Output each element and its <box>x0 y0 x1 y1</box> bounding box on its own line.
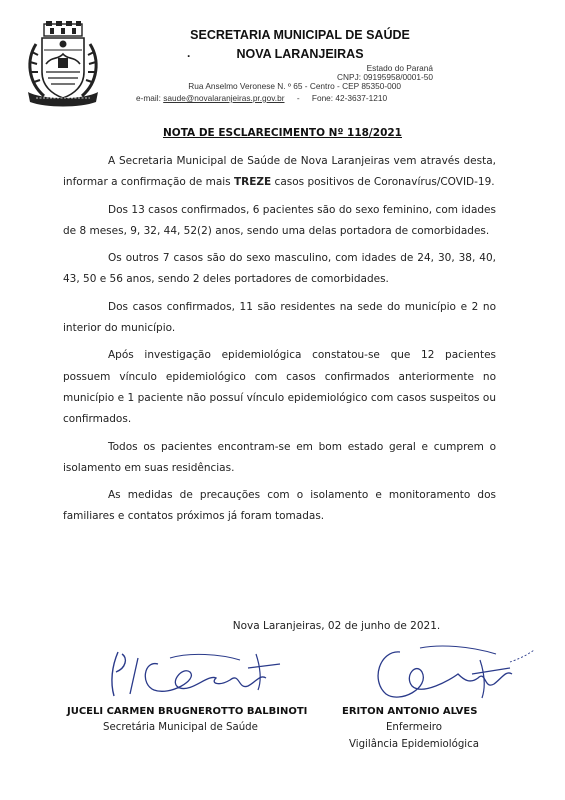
municipal-coat-of-arms-icon <box>22 20 104 108</box>
signature-left-icon <box>70 644 310 704</box>
highlight-count: TREZE <box>234 176 272 189</box>
header-title: SECRETARIA MUNICIPAL DE SAÚDE <box>190 28 410 42</box>
contact-separator: - <box>296 93 300 103</box>
paragraph-6: Todos os pacientes encontram-se em bom estado geral e cumprem o isolamento em suas residências. <box>63 440 496 474</box>
email-link[interactable]: saude@novalaranjeiras.pr.gov.br <box>163 93 285 103</box>
paragraph-2: Dos 13 casos confirmados, 6 pacientes são do sexo feminino, com idades de 8 meses, 9, 32, 44, 52(2) anos, sendo uma delas portadora de comorbidades. <box>63 203 496 237</box>
paragraph-5: Após investigação epidemiológica constatou-se que 12 pacientes possuem vínculo epidemiológico com casos confirmados anteriormente no município e 1 paciente não possuí vínculo epidemiológico com casos suspeitos ou confirmados. <box>63 349 496 426</box>
signer-right-role: Enfermeiro <box>386 722 442 733</box>
email-label: e-mail: <box>136 93 161 103</box>
signer-left-name: JUCELI CARMEN BRUGNEROTTO BALBINOTI <box>67 706 308 717</box>
header-contact-line <box>136 93 387 103</box>
paragraph-4: Dos casos confirmados, 11 são residentes na sede do município e 2 no interior do município. <box>63 300 496 335</box>
document-body <box>63 151 496 534</box>
signature-right-icon <box>360 640 540 710</box>
signer-right-name: ERITON ANTONIO ALVES <box>342 706 478 717</box>
header-subtitle: NOVA LARANJEIRAS <box>236 47 364 61</box>
phone-number: Fone: 42-3637-1210 <box>311 93 388 103</box>
paragraph-3: Os outros 7 casos são do sexo masculino, com idades de 24, 30, 38, 40, 43, 50 e 56 anos, sendo 2 deles portadores de comorbidades. <box>63 252 496 286</box>
header-cnpj: CNPJ: 09195958/0001-50 <box>337 72 433 82</box>
header-dot: . <box>187 46 191 60</box>
document-title: NOTA DE ESCLARECIMENTO Nº 118/2021 <box>162 127 402 139</box>
document-date: Nova Laranjeiras, 02 de junho de 2021. <box>232 620 441 632</box>
paragraph-7: As medidas de precauções com o isolamento e monitoramento dos familiares e contatos próximos já foram tomadas. <box>63 489 496 523</box>
header-state: Estado do Paraná <box>366 63 433 73</box>
signer-left-role: Secretária Municipal de Saúde <box>103 722 258 733</box>
paragraph-1: A Secretaria Municipal de Saúde de Nova Laranjeiras vem através desta, informar a confirmação de mais TREZE casos positivos de Coronavírus/COVID-19. <box>63 155 496 189</box>
signer-right-department: Vigilância Epidemiológica <box>349 739 479 750</box>
header-address: Rua Anselmo Veronese N. º 65 - Centro - CEP 85350-000 <box>188 81 401 91</box>
